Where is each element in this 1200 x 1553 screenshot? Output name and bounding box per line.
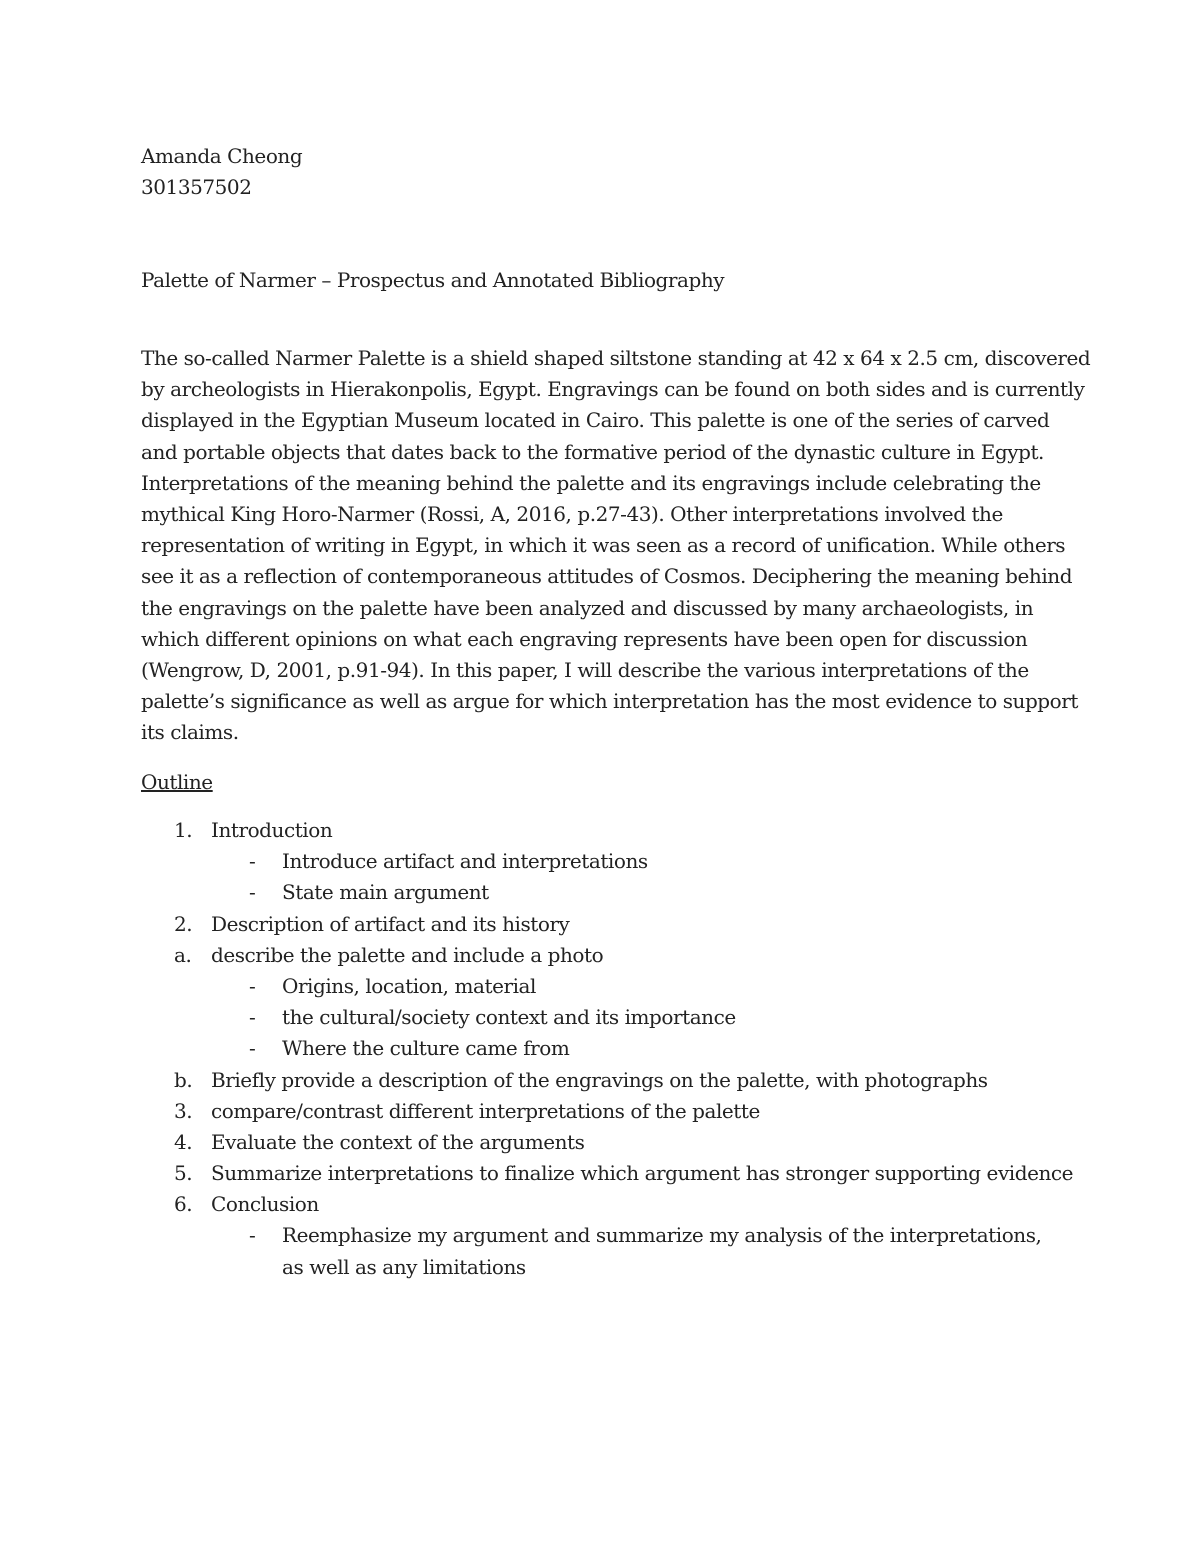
outline-text: State main argument [282,880,489,905]
outline-text: Briefly provide a description of the engravings on the palette, with photographs [211,1067,988,1092]
outline-marker: 5. [174,1161,193,1186]
paragraph-line: palette’s significance as well as argue for which interpretation has the most evidence to support [141,689,1078,714]
outline-item [141,1158,1091,1189]
outline-text: compare/contrast different interpretations of the palette [211,1098,760,1123]
outline-marker: - [249,880,256,905]
outline-item [141,1065,1091,1096]
paragraph-line: the engravings on the palette have been analyzed and discussed by many archaeologists, in [141,595,1034,620]
paragraph-line: The so-called Narmer Palette is a shield shaped siltstone standing at 42 x 64 x 2.5 cm, discovered [141,346,1091,370]
outline-marker: 1. [174,818,193,842]
outline-marker: - [249,849,256,874]
outline-marker: 3. [174,1098,193,1123]
paragraph-line: which different opinions on what each engraving represents have been open for discussion [141,626,1028,651]
student-id: 301357502 [141,175,252,199]
outline-marker: 4. [174,1129,193,1154]
outline-marker: 2. [174,911,193,936]
outline-text: the cultural/society context and its importance [282,1005,736,1030]
outline-list [141,815,1091,1283]
paragraph-line: and portable objects that dates back to the formative period of the dynastic culture in Egypt. [141,439,1044,464]
paragraph-line: (Wengrow, D, 2001, p.91-94). In this paper, I will describe the various interpretations of the [141,658,1029,683]
outline-subitem [141,1002,1091,1033]
outline-item [141,909,1091,940]
outline-marker: - [249,973,256,998]
outline-item [141,815,1091,846]
outline-text: Evaluate the context of the arguments [211,1129,585,1154]
outline-marker: 6. [174,1192,193,1217]
outline-text: describe the palette and include a photo [211,942,604,967]
outline-text: Introduce artifact and interpretations [282,849,648,874]
outline-text: Summarize interpretations to finalize which argument has stronger supporting evidence [211,1161,1074,1186]
outline-subitem [141,846,1091,877]
outline-marker: - [249,1036,256,1061]
outline-subitem [141,1220,1091,1282]
paragraph-line: by archeologists in Hierakonpolis, Egypt. Engravings can be found on both sides and is currently [141,377,1085,402]
paragraph-line: its claims. [141,720,239,745]
document-title: Palette of Narmer – Prospectus and Annotated Bibliography [141,268,725,292]
outline-subitem [141,877,1091,908]
outline-item [141,1189,1091,1220]
outline-marker: - [249,1223,256,1248]
paragraph-line: see it as a reflection of contemporaneous attitudes of Cosmos. Deciphering the meaning behind [141,564,1073,589]
outline-subitem [141,971,1091,1002]
prospectus-paragraph [141,343,1091,749]
paragraph-line: Interpretations of the meaning behind the palette and its engravings include celebrating the [141,470,1041,495]
outline-heading: Outline [141,770,213,794]
paragraph-line: mythical King Horo-Narmer (Rossi, A, 2016, p.27-43). Other interpretations involved the [141,502,1003,527]
outline-text: Reemphasize my argument and summarize my analysis of the interpretations, as well as any limitations [282,1223,1042,1279]
outline-marker: a. [174,942,192,967]
author-name: Amanda Cheong [141,144,303,168]
outline-text: Where the culture came from [282,1036,570,1061]
outline-subitem [141,1033,1091,1064]
outline-item [141,1127,1091,1158]
outline-text: Description of artifact and its history [211,911,570,936]
outline-text: Conclusion [211,1192,319,1217]
outline-text: Introduction [211,818,333,842]
paragraph-line: representation of writing in Egypt, in which it was seen as a record of unification. While others [141,533,1066,558]
outline-marker: b. [174,1067,193,1092]
outline-item [141,1096,1091,1127]
outline-item [141,940,1091,971]
outline-marker: - [249,1005,256,1030]
paragraph-line: displayed in the Egyptian Museum located in Cairo. This palette is one of the series of carved [141,408,1050,433]
outline-text: Origins, location, material [282,973,536,998]
